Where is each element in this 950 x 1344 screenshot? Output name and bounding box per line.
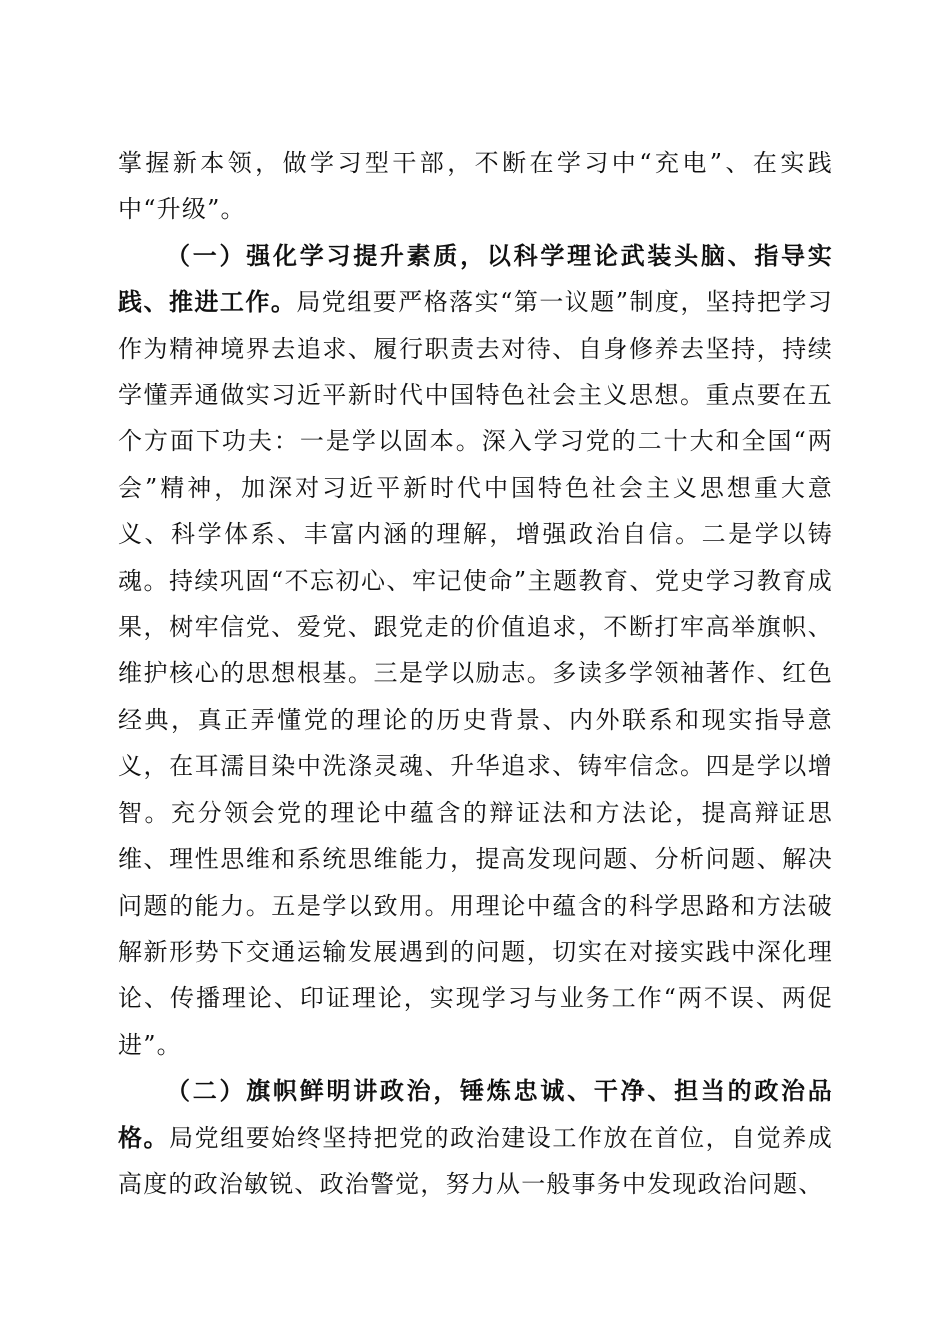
section-heading: （二）旗帜鲜明讲政治，锤炼忠诚、干净、担当的政治品格。 — [118, 1076, 833, 1152]
document-body — [118, 140, 833, 1207]
paragraph-continuation — [118, 140, 833, 233]
paragraph-text: 掌握新本领，做学习型干部，不断在学习中“充电”、在实践中“升级”。 — [118, 149, 833, 224]
paragraph-text: 局党组要始终坚持把党的政治建设工作放在首位，自觉养成高度的政治敏锐、政治警觉，努力从一般事务中发现政治问题、 — [118, 1123, 834, 1198]
paragraph-text: 局党组要严格落实“第一议题”制度，坚持把学习作为精神境界去追求、履行职责去对待、自身修养去坚持，持续学懂弄通做实习近平新时代中国特色社会主义思想。重点要在五个方面下功夫：一是学以固本。深入学习党的二十大和全国“两会”精神，加深对习近平新时代中国特色社会主义思想重大意义、科学体系、丰富内涵的理解，增强政治自信。二是学以铸魂。持续巩固“不忘初心、牢记使命”主题教育、党史学习教育成果，树牢信党、爱党、跟党走的价值追求，不断打牢高举旗帜、维护核心的思想根基。三是学以励志。多读多学领袖著作、红色经典，真正弄懂党的理论的历史背景、内外联系和现实指导意义，在耳濡目染中洗涤灵魂、升华追求、铸牢信念。四是学以增智。充分领会党的理论中蕴含的辩证法和方法论，提高辩证思维、理性思维和系统思维能力，提高发现问题、分析问题、解决问题的能力。五是学以致用。用理论中蕴含的科学思路和方法破解新形势下交通运输发展遇到的问题，切实在对接实践中深化理论、传播理论、印证理论，实现学习与业务工作“两不误、两促进”。 — [118, 288, 834, 1059]
section-heading: （一）强化学习提升素质，以科学理论武装头脑、指导实践、推进工作。 — [118, 240, 833, 317]
paragraph-section-1 — [118, 233, 833, 1068]
paragraph-section-2 — [118, 1068, 833, 1207]
